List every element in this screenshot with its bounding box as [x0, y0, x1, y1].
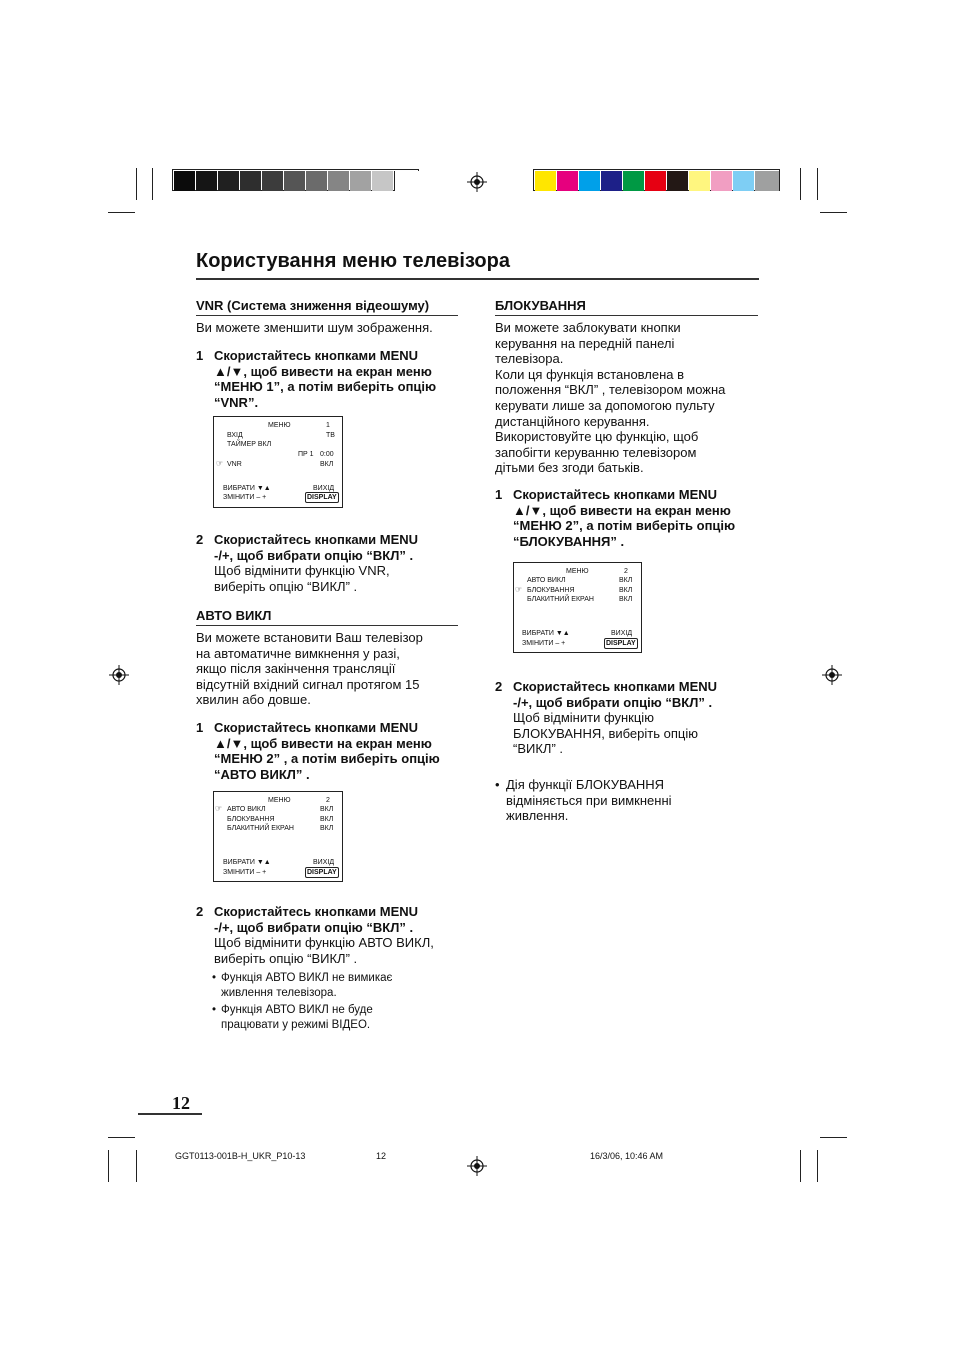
menu-row-value: ТВ	[326, 432, 335, 439]
step-instruction: Скористайтесь кнопками MENU -/+, щоб вибрати опцію “ВКЛ” .	[214, 532, 419, 563]
crop-mark	[800, 1150, 801, 1182]
menu-select-label: ВИБРАТИ ▼▲	[223, 485, 271, 492]
step-number: 1	[495, 487, 503, 502]
bullet-text: Дія функції БЛОКУВАННЯ відміняється при вимкненні живлення.	[506, 777, 672, 824]
menu-change-label: ЗМІНИТИ – +	[223, 869, 267, 876]
menu-exit-label: ВИХІД	[611, 630, 633, 637]
grayscale-bar	[172, 169, 419, 191]
step-note: Щоб відмінити функцію АВТО ВИКЛ, виберіть опцію “ВИКЛ” .	[214, 935, 434, 966]
gray-swatch	[328, 171, 349, 191]
menu-row-label: БЛАКИТНИЙ ЕКРАН	[527, 596, 594, 603]
gray-swatch	[218, 171, 239, 191]
menu-exit-label: ВИХІД	[313, 859, 335, 866]
page-title: Користування меню телевізора	[196, 250, 510, 272]
menu-page: 2	[624, 568, 628, 575]
menu-row-value: ВКЛ	[320, 806, 334, 813]
vnr-intro: Ви можете зменшити шум зображення.	[196, 320, 433, 335]
crop-mark	[800, 168, 801, 200]
crop-mark	[136, 168, 137, 200]
bullet-icon: •	[212, 1004, 217, 1016]
color-swatch	[711, 171, 732, 191]
menu-row-label: ПР 1	[298, 451, 314, 458]
gray-swatch	[262, 171, 283, 191]
gray-swatch	[350, 171, 371, 191]
crop-mark	[108, 212, 135, 213]
menu-title: МЕНЮ	[268, 422, 291, 429]
step-number: 1	[196, 348, 204, 363]
menu-row-label: БЛОКУВАННЯ	[227, 816, 275, 823]
auto-off-intro: Ви можете встановити Ваш телевізор на автоматичне вимкнення у разі, якщо після закінчення трансляції відсутній вхідний сигнал протягом 15 хвилин або довше.	[196, 630, 423, 708]
color-swatch	[601, 171, 622, 191]
menu-page: 1	[326, 422, 330, 429]
gray-swatch	[196, 171, 217, 191]
page-number: 12	[172, 1093, 190, 1113]
section-heading-lock: БЛОКУВАННЯ	[495, 298, 758, 316]
menu-title: МЕНЮ	[566, 568, 589, 575]
pointing-hand-icon: ☞	[215, 804, 223, 813]
color-bar	[533, 169, 780, 191]
gray-swatch	[284, 171, 305, 191]
crop-mark	[136, 1150, 137, 1182]
menu-select-label: ВИБРАТИ ▼▲	[522, 630, 570, 637]
pointing-hand-icon: ☞	[515, 585, 523, 594]
step-note: Щоб відмінити функцію VNR, виберіть опцію “ВИКЛ” .	[214, 563, 390, 594]
color-swatch	[755, 171, 779, 191]
menu-row-value: ВКЛ	[320, 816, 334, 823]
step-instruction: Скористайтесь кнопками MENU ▲/▼, щоб вивести на екран меню “МЕНЮ 1”, а потім виберіть опцію “VNR”.	[214, 348, 437, 410]
menu-row-value: ВКЛ	[320, 461, 334, 468]
auto-off-bullet-2	[212, 1003, 472, 1048]
gray-swatch	[306, 171, 327, 191]
display-button-icon: DISPLAY	[606, 640, 636, 647]
menu-row-value: ВКЛ	[619, 577, 633, 584]
menu-row-label: АВТО ВИКЛ	[527, 577, 566, 584]
step-number: 2	[196, 532, 204, 547]
color-swatch	[557, 171, 578, 191]
color-swatch	[535, 171, 556, 191]
crop-mark	[108, 1137, 135, 1138]
crop-mark	[817, 168, 818, 200]
crop-mark	[152, 168, 153, 200]
menu-row-label: ТАЙМЕР ВКЛ	[227, 441, 272, 448]
color-swatch	[733, 171, 754, 191]
menu-row-label: ВХІД	[227, 432, 243, 439]
registration-mark-icon	[467, 172, 487, 192]
display-button-icon: DISPLAY	[307, 869, 337, 876]
step-number: 2	[495, 679, 503, 694]
gray-swatch	[240, 171, 261, 191]
bullet-text: Функція АВТО ВИКЛ не буде працювати у режимі ВІДЕО.	[221, 1004, 373, 1031]
step-instruction: Скористайтесь кнопками MENU ▲/▼, щоб вивести на екран меню “МЕНЮ 2”, а потім виберіть опцію “БЛОКУВАННЯ” .	[513, 487, 736, 549]
gray-swatch	[394, 171, 419, 191]
pointing-hand-icon: ☞	[216, 459, 224, 468]
color-swatch	[623, 171, 644, 191]
menu-row-value: ВКЛ	[619, 596, 633, 603]
title-rule	[196, 278, 759, 280]
menu-page: 2	[326, 797, 330, 804]
step-note: Щоб відмінити функцію БЛОКУВАННЯ, виберіть опцію “ВИКЛ” .	[513, 710, 698, 757]
menu-screen-lock	[513, 562, 642, 653]
display-button-icon: DISPLAY	[307, 494, 337, 501]
menu-title: МЕНЮ	[268, 797, 291, 804]
registration-mark-icon	[467, 1156, 487, 1176]
bullet-text: Функція АВТО ВИКЛ не вимикає живлення телевізора.	[221, 972, 393, 999]
lock-intro: Ви можете заблокувати кнопки керування на передній панелі телевізора. Коли ця функція встановлена в положення “ВКЛ” , телевізором можна керувати лише за допомогою пульту дистанційного керування. Використовуйте цю функцію, щоб запобігти керуванню телевізором дітьми без згоди батьків.	[495, 320, 726, 476]
step-instruction: Скористайтесь кнопками MENU -/+, щоб вибрати опцію “ВКЛ” .	[214, 904, 419, 935]
footer-file-name: GGT0113-001B-H_UKR_P10-13	[175, 1151, 306, 1161]
section-heading-vnr: VNR (Система зниження відеошуму)	[196, 298, 458, 316]
step-instruction: Скористайтесь кнопками MENU ▲/▼, щоб вивести на екран меню “МЕНЮ 2” , а потім виберіть опцію “АВТО ВИКЛ” .	[214, 720, 440, 782]
bullet-icon: •	[495, 777, 500, 792]
menu-row-value: ВКЛ	[320, 825, 334, 832]
lock-bullet-1	[495, 777, 765, 824]
menu-row-value: ВКЛ	[619, 587, 633, 594]
crop-mark	[108, 1150, 109, 1182]
menu-row-label: БЛАКИТНИЙ ЕКРАН	[227, 825, 294, 832]
menu-screen-vnr	[213, 416, 343, 508]
crop-mark	[820, 212, 847, 213]
section-heading-auto-off: АВТО ВИКЛ	[196, 608, 458, 626]
color-swatch	[667, 171, 688, 191]
registration-mark-icon	[109, 665, 129, 685]
crop-mark	[817, 1150, 818, 1182]
color-swatch	[579, 171, 600, 191]
color-swatch	[645, 171, 666, 191]
step-number: 1	[196, 720, 204, 735]
menu-row-value: 0:00	[320, 451, 334, 458]
footer-date: 16/3/06, 10:46 AM	[590, 1151, 664, 1161]
crop-mark	[820, 1137, 847, 1138]
menu-row-label: БЛОКУВАННЯ	[527, 587, 575, 594]
step-instruction: Скористайтесь кнопками MENU -/+, щоб вибрати опцію “ВКЛ” .	[513, 679, 718, 710]
page-number-rule	[138, 1113, 202, 1115]
menu-screen-auto-off	[213, 791, 343, 882]
menu-select-label: ВИБРАТИ ▼▲	[223, 859, 271, 866]
gray-swatch	[372, 171, 393, 191]
gray-swatch	[174, 171, 195, 191]
menu-row-label: VNR	[227, 461, 242, 468]
menu-change-label: ЗМІНИТИ – +	[223, 494, 267, 501]
footer-page: 12	[376, 1151, 387, 1161]
menu-exit-label: ВИХІД	[313, 485, 335, 492]
menu-change-label: ЗМІНИТИ – +	[522, 640, 566, 647]
registration-mark-icon	[822, 665, 842, 685]
color-swatch	[689, 171, 710, 191]
menu-row-label: АВТО ВИКЛ	[227, 806, 266, 813]
step-number: 2	[196, 904, 204, 919]
bullet-icon: •	[212, 972, 217, 984]
